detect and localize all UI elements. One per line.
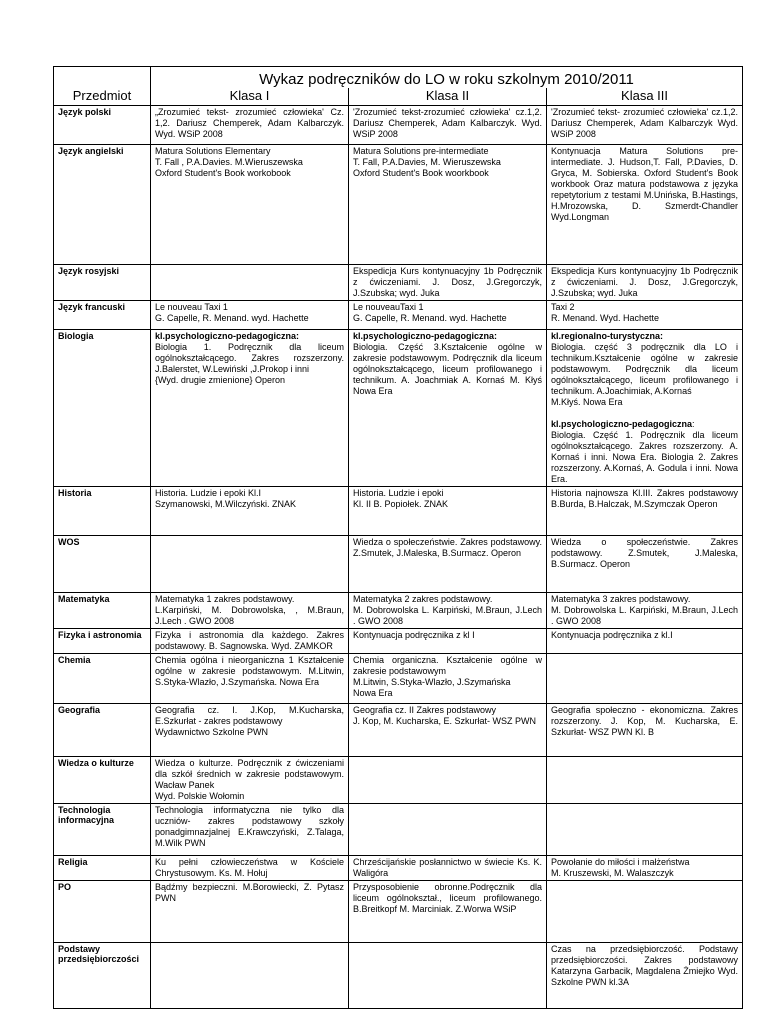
cell-text: Wiedza o kulturze. Podręcznik z ćwiczeniami dla szkół średnich w zakresie podstawowym. Wacław Panek (155, 758, 344, 790)
subject-cell: Matematyka (54, 593, 151, 629)
cell-text: Nowa Era (353, 688, 393, 698)
table-row (54, 593, 743, 629)
subject-cell: Język rosyjski (54, 265, 151, 301)
table-row (54, 881, 743, 943)
cell-text: Czas na przedsiębiorczość. Podstawy przedsiębiorczości. Zakres podstawowy Katarzyna Garbacik, Magdalena Żmiejko Wyd. Szkolne PWN kl.3A (551, 944, 739, 987)
textbook-cell-k3 (547, 757, 743, 804)
textbook-cell-k3 (547, 943, 743, 1009)
textbook-cell-k1 (151, 757, 349, 804)
cell-text: 'Zrozumieć tekst- zrozumieć człowieka' cz.1,2. Dariusz Chemperek, Adam Kalbarczyk Wyd. WSiP 2008 (551, 107, 739, 139)
header-row (54, 88, 743, 106)
table-row (54, 536, 743, 593)
textbook-table (53, 66, 743, 1009)
textbook-cell-k2 (349, 654, 547, 704)
class-profile-label: kl.regionalno-turystyczna: (551, 331, 664, 341)
cell-text: Przysposobienie obronne.Podręcznik dla liceum ogólnokształ., liceum profilowanego. B.Breitkopf M. Marciniak. Z.Worwa WSiP (353, 882, 542, 914)
cell-text: M. Dobrowolska L. Karpiński, M.Braun, J.Lech . GWO 2008 (551, 605, 739, 626)
subject-cell: Fizyka i astronomia (54, 629, 151, 654)
subject-cell: PO (54, 881, 151, 943)
textbook-cell-k2 (349, 629, 547, 654)
textbook-cell-k3 (547, 593, 743, 629)
textbook-cell-k2 (349, 856, 547, 881)
subject-cell: Język angielski (54, 145, 151, 265)
textbook-cell-k3 (547, 629, 743, 654)
cell-text: Wiedza o społeczeństwie. Zakres podstawowy. Z.Smutek, J.Maleska, B.Surmacz. Operon (551, 537, 739, 569)
subject-cell: Geografia (54, 704, 151, 757)
cell-text: Historia. Ludzie i epoki Kl.I (155, 488, 262, 498)
cell-text: Biologia. Część 1. Podręcznik dla liceum ogólnokształcącego. Zakres rozszerzony. A. Kornaś i inni. Nowa Era. Biologia 2. Zakres rozszerzony. A.Kornaś, A. Godula i inni. Nowa Era. (551, 430, 739, 484)
cell-text: Kl. II B. Popiołek. ZNAK (353, 499, 449, 509)
cell-text: Geografia cz. II Zakres podstawowy (353, 705, 497, 715)
subject-cell: Religia (54, 856, 151, 881)
textbook-cell-k1 (151, 536, 349, 593)
cell-text: Ekspedicja Kurs kontynuacyjny 1b Podręcznik z ćwiczeniami. J. Dosz, J.Gregorczyk, J.Szubska; wyd. Juka (551, 266, 739, 298)
textbook-cell-k1 (151, 265, 349, 301)
cell-text: Fizyka i astronomia dla każdego. Zakres podstawowy. B. Sagnowska. Wyd. ZAMKOR (155, 630, 344, 651)
textbook-cell-k1 (151, 487, 349, 536)
textbook-cell-k1 (151, 629, 349, 654)
textbook-cell-k2 (349, 593, 547, 629)
cell-text: Oxford Student's Book woorkbook (353, 168, 489, 178)
cell-text: Kontynuacja Matura Solutions pre-intermediate. J. Hudson,T. Fall, P.Davies, D. Gryca, M. Sobierska. Oxford Student's Book workbook Oraz matura podstawowa z języka repetytorium z testami M.Unińska, B.Hastings, H.Mrozowska, D. Szmerdt-Chandler Wyd.Longman (551, 146, 739, 222)
cell-text: Geografia cz. I. J.Kop, M.Kucharska, E.Szkurłat - zakres podstawowy (155, 705, 344, 726)
cell-text: Wydawnictwo Szkolne PWN (155, 727, 268, 737)
textbook-cell-k1 (151, 654, 349, 704)
textbook-cell-k3 (547, 654, 743, 704)
cell-text: G. Capelle, R. Menand. wyd. Hachette (155, 313, 309, 323)
table-row (54, 106, 743, 145)
document-page (53, 66, 742, 1009)
cell-text: Ekspedicja Kurs kontynuacyjny 1b Podręcznik z ćwiczeniami. J. Dosz, J.Gregorczyk, J.Szubska; wyd. Juka (353, 266, 542, 298)
document-title: Wykaz podręczników do LO w roku szkolnym 2010/2011 (151, 67, 743, 89)
textbook-cell-k2 (349, 804, 547, 856)
cell-text: Bądźmy bezpieczni. M.Borowiecki, Z. Pytasz PWN (155, 882, 344, 903)
cell-text: T. Fall , P.A.Davies. M.Wieruszewska (155, 157, 303, 167)
cell-text: Matematyka 3 zakres podstawowy. (551, 594, 691, 604)
textbook-cell-k2 (349, 145, 547, 265)
table-row (54, 145, 743, 265)
table-row (54, 943, 743, 1009)
cell-text: Historia najnowsza Kl.III. Zakres podstawowy B.Burda, B.Halczak, M.Szymczak Operon (551, 488, 739, 509)
cell-text: Szymanowski, M.Wilczyński. ZNAK (155, 499, 297, 509)
textbook-cell-k2 (349, 536, 547, 593)
cell-text: M. Kruszewski, M. Walaszczyk (551, 868, 674, 878)
textbook-cell-k3 (547, 265, 743, 301)
cell-text: Taxi 2 (551, 302, 575, 312)
textbook-cell-k1 (151, 330, 349, 487)
textbook-cell-k3 (547, 301, 743, 330)
textbook-cell-k3 (547, 106, 743, 145)
header-klasa-2: Klasa II (349, 88, 547, 106)
textbook-cell-k2 (349, 881, 547, 943)
textbook-cell-k1 (151, 301, 349, 330)
cell-text: Chrześcijańskie posłannictwo w świecie Ks. K. Waligóra (353, 857, 542, 878)
cell-text: Powołanie do miłości i małżeństwa (551, 857, 690, 867)
textbook-cell-k2 (349, 265, 547, 301)
textbook-cell-k3 (547, 881, 743, 943)
header-subject: Przedmiot (54, 88, 151, 106)
cell-text: Le nouveau Taxi 1 (155, 302, 228, 312)
cell-text: Matura Solutions pre-intermediate (353, 146, 489, 156)
textbook-cell-k1 (151, 943, 349, 1009)
textbook-cell-k2 (349, 757, 547, 804)
cell-text: Biologia. Część 3.Kształcenie ogólne w zakresie podstawowym. Podręcznik dla liceum ogólnokształcącego, liceum profilowanego i technikum. A. Joachmiak A. Kornaś M. Kłyś Nowa Era (353, 342, 542, 396)
textbook-cell-k2 (349, 301, 547, 330)
cell-text: M.Kłyś. Nowa Era (551, 397, 623, 407)
cell-text: „Zrozumieć tekst- zrozumieć człowieka' Cz. 1,2. Dariusz Chemperek, Adam Kalbarczyk. Wyd. WSiP 2008 (155, 107, 344, 139)
table-row (54, 301, 743, 330)
class-profile-label: kl.psychologiczno-pedagogiczna: (551, 419, 695, 429)
cell-text: Ku pełni człowieczeństwa w Kościele Chrystusowym. Ks. M. Hołuj (155, 857, 344, 878)
textbook-cell-k3 (547, 536, 743, 593)
cell-text: Le nouveauTaxi 1 (353, 302, 424, 312)
cell-text: Geografia społeczno - ekonomiczna. Zakres rozszerzony. J. Kop, M. Kucharska, E. Szkurłat- WSZ PWN Kl. B (551, 705, 739, 737)
subject-cell: WOS (54, 536, 151, 593)
cell-text: R. Menand. Wyd. Hachette (551, 313, 659, 323)
cell-text: Technologia informatyczna nie tylko dla uczniów- zakres podstawowy szkoły ponadgimnazjalnej E.Krawczyński, Z.Talaga, M.Wilk PWN (155, 805, 344, 848)
cell-text: Chemia ogólna i nieorganiczna 1 Kształcenie ogólne w zakresie podstawowym. M.Litwin, S.Styka-Wlazło, J.Szymańska. Nowa Era (155, 655, 344, 687)
cell-text: Oxford Student's Book workobook (155, 168, 291, 178)
class-profile-label: kl.psychologiczno-pedagogiczna: (155, 331, 300, 341)
cell-text: Biologia 1. Podręcznik dla liceum ogólnokształcącego. Zakres rozszerzony. J.Balerstet, W.Lewiński ,J.Prokop i inni (155, 342, 344, 374)
table-row (54, 757, 743, 804)
cell-text: 'Zrozumieć tekst-zrozumieć człowieka' cz.1,2. Dariusz Chemperek, Adam Kalbarczyk. Wyd. WSiP 2008 (353, 107, 542, 139)
table-row (54, 629, 743, 654)
cell-text: Matematyka 2 zakres podstawowy. (353, 594, 493, 604)
textbook-cell-k3 (547, 145, 743, 265)
textbook-cell-k3 (547, 704, 743, 757)
table-row (54, 856, 743, 881)
cell-text: Kontynuacja podręcznika z kl.I (551, 630, 673, 640)
table-row (54, 487, 743, 536)
subject-cell: Historia (54, 487, 151, 536)
cell-text: M. Dobrowolska L. Karpiński, M.Braun, J.Lech . GWO 2008 (353, 605, 542, 626)
table-row (54, 330, 743, 487)
textbook-cell-k1 (151, 704, 349, 757)
cell-text: T. Fall, P.A.Davies, M. Wieruszewska (353, 157, 501, 167)
textbook-cell-k1 (151, 106, 349, 145)
cell-text: Matematyka 1 zakres podstawowy. (155, 594, 295, 604)
table-row (54, 654, 743, 704)
header-klasa-1: Klasa I (151, 88, 349, 106)
class-profile-label: kl.psychologiczno-pedagogiczna: (353, 331, 498, 341)
textbook-cell-k1 (151, 593, 349, 629)
textbook-cell-k2 (349, 487, 547, 536)
title-row (54, 67, 743, 89)
textbook-cell-k2 (349, 704, 547, 757)
cell-text: Biologia. część 3 podręcznik dla LO i technikum.Kształcenie ogólne w zakresie podstawowym. Podręcznik dla liceum ogólnokształcącego, liceum profilowanego i technikum. A.Joachimiak, A.Kornaś (551, 342, 739, 396)
cell-text: Kontynuacja podręcznika z kl I (353, 630, 475, 640)
subject-cell: Podstawy przedsiębiorczości (54, 943, 151, 1009)
subject-cell: Chemia (54, 654, 151, 704)
textbook-cell-k3 (547, 487, 743, 536)
textbook-cell-k1 (151, 804, 349, 856)
textbook-cell-k2 (349, 106, 547, 145)
table-row (54, 804, 743, 856)
textbook-cell-k3 (547, 330, 743, 487)
subject-cell: Technologia informacyjna (54, 804, 151, 856)
cell-text: {Wyd. drugie zmienione} Operon (155, 375, 285, 385)
textbook-cell-k1 (151, 145, 349, 265)
table-row (54, 704, 743, 757)
subject-cell: Wiedza o kulturze (54, 757, 151, 804)
textbook-cell-k2 (349, 330, 547, 487)
header-klasa-3: Klasa III (547, 88, 743, 106)
cell-text: L.Karpiński, M. Dobrowolska, , M.Braun, J.Lech . GWO 2008 (155, 605, 344, 626)
subject-cell: Biologia (54, 330, 151, 487)
textbook-cell-k3 (547, 804, 743, 856)
textbook-cell-k2 (349, 943, 547, 1009)
cell-text: Matura Solutions Elementary (155, 146, 271, 156)
table-row (54, 265, 743, 301)
cell-text: G. Capelle, R. Menand. wyd. Hachette (353, 313, 507, 323)
cell-text: M.Litwin, S.Styka-Wlazło, J.Szymańska (353, 677, 511, 687)
textbook-cell-k3 (547, 856, 743, 881)
subject-cell: Język francuski (54, 301, 151, 330)
textbook-cell-k1 (151, 881, 349, 943)
textbook-cell-k1 (151, 856, 349, 881)
cell-text: J. Kop, M. Kucharska, E. Szkurłat- WSZ PWN (353, 716, 537, 726)
cell-text: Historia. Ludzie i epoki (353, 488, 444, 498)
subject-cell: Język polski (54, 106, 151, 145)
cell-text: Chemia organiczna. Kształcenie ogólne w zakresie podstawowym (353, 655, 542, 676)
cell-text: Wiedza o społeczeństwie. Zakres podstawowy. Z.Smutek, J.Maleska, B.Surmacz. Operon (353, 537, 542, 558)
cell-text: Wyd. Polskie Wołomin (155, 791, 245, 801)
